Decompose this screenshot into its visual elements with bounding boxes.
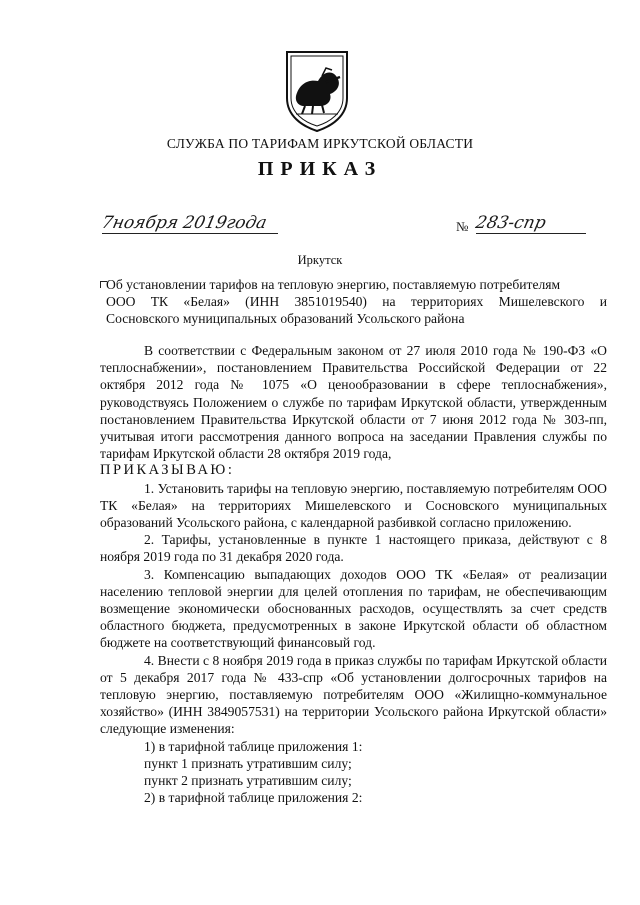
item-2-paragraph: 2. Тарифы, установленные в пункте 1 настоящего приказа, действуют с 8 ноября 2019 года по 31 декабря 2020 года. [100, 532, 607, 565]
coat-of-arms-icon [282, 46, 352, 132]
document-body [100, 342, 607, 806]
subitem-paragraph: пункт 1 признать утратившим силу; [144, 755, 352, 771]
subitem-paragraph: 1) в тарифной таблице приложения 1: [144, 738, 363, 754]
city-name: Иркутск [297, 253, 343, 267]
agency-name: СЛУЖБА ПО ТАРИФАМ ИРКУТСКОЙ ОБЛАСТИ [166, 136, 474, 151]
preamble-paragraph: В соответствии с Федеральным законом от 27 июля 2010 года № 190-ФЗ «О теплоснабжении», постановлением Правительства Российской Федерации от 22 октября 2012 года № 1075 «О ценообразовании в сфере теплоснабжения», руководствуясь Положением о службе по тарифам Иркутской области, утвержденным постановлением Правительства Иркутской области от 7 июня 2012 года № 303-пп, учитывая итоги рассмотрения данного вопроса на заседании Правления службы по тарифам Иркутской области 28 октября 2019 года, [100, 343, 607, 462]
number-field [473, 213, 586, 234]
orders-heading: ПРИКАЗЫВАЮ: [100, 462, 235, 479]
document-type-title: ПРИКАЗ [257, 158, 383, 180]
date-field [99, 213, 278, 234]
subject-line: Об установлении тарифов на тепловую энергию, поставляемую потребителям [106, 277, 561, 292]
subject-line: ООО ТК «Белая» (ИНН 3851019540) на территориях Мишелевского и [106, 294, 607, 309]
handwritten-date: 7ноября 2019года [99, 213, 269, 233]
number-sign: № [456, 219, 469, 234]
document-subject [106, 276, 607, 327]
subitem-paragraph: пункт 2 признать утратившим силу; [144, 773, 352, 789]
item-4-paragraph: 4. Внести с 8 ноября 2019 года в приказ службы по тарифам Иркутской области от 5 декабря 2017 года № 433-спр «Об установлении долгосрочных тарифов на тепловую энергию, поставляемую потребителям ООО «Жилищно-коммунальное хозяйство» (ИНН 3849057531) на территории Усольского района Иркутской области» следующие изменения: [100, 652, 607, 737]
item-3-paragraph: 3. Компенсацию выпадающих доходов ООО ТК «Белая» от реализации населению тепловой энергии для целей отопления по тарифам, не обеспечивающим возмещение экономически обоснованных расходов, осуществлять за счет средств областного бюджета, предусмотренных в законе Иркутской области об областном бюджете на соответствующий финансовый год. [100, 566, 607, 651]
subitem-paragraph: 2) в тарифной таблице приложения 2: [144, 790, 363, 806]
item-1-paragraph: 1. Установить тарифы на тепловую энергию, поставляемую потребителям ООО ТК «Белая» на территориях Мишелевского и Сосновского муниципальных образований Усольского района, с календарной разбивкой согласно приложению. [100, 480, 607, 531]
subject-line: Сосновского муниципальных образований Усольского района [106, 311, 465, 326]
handwritten-number: 283-спр [473, 213, 548, 233]
